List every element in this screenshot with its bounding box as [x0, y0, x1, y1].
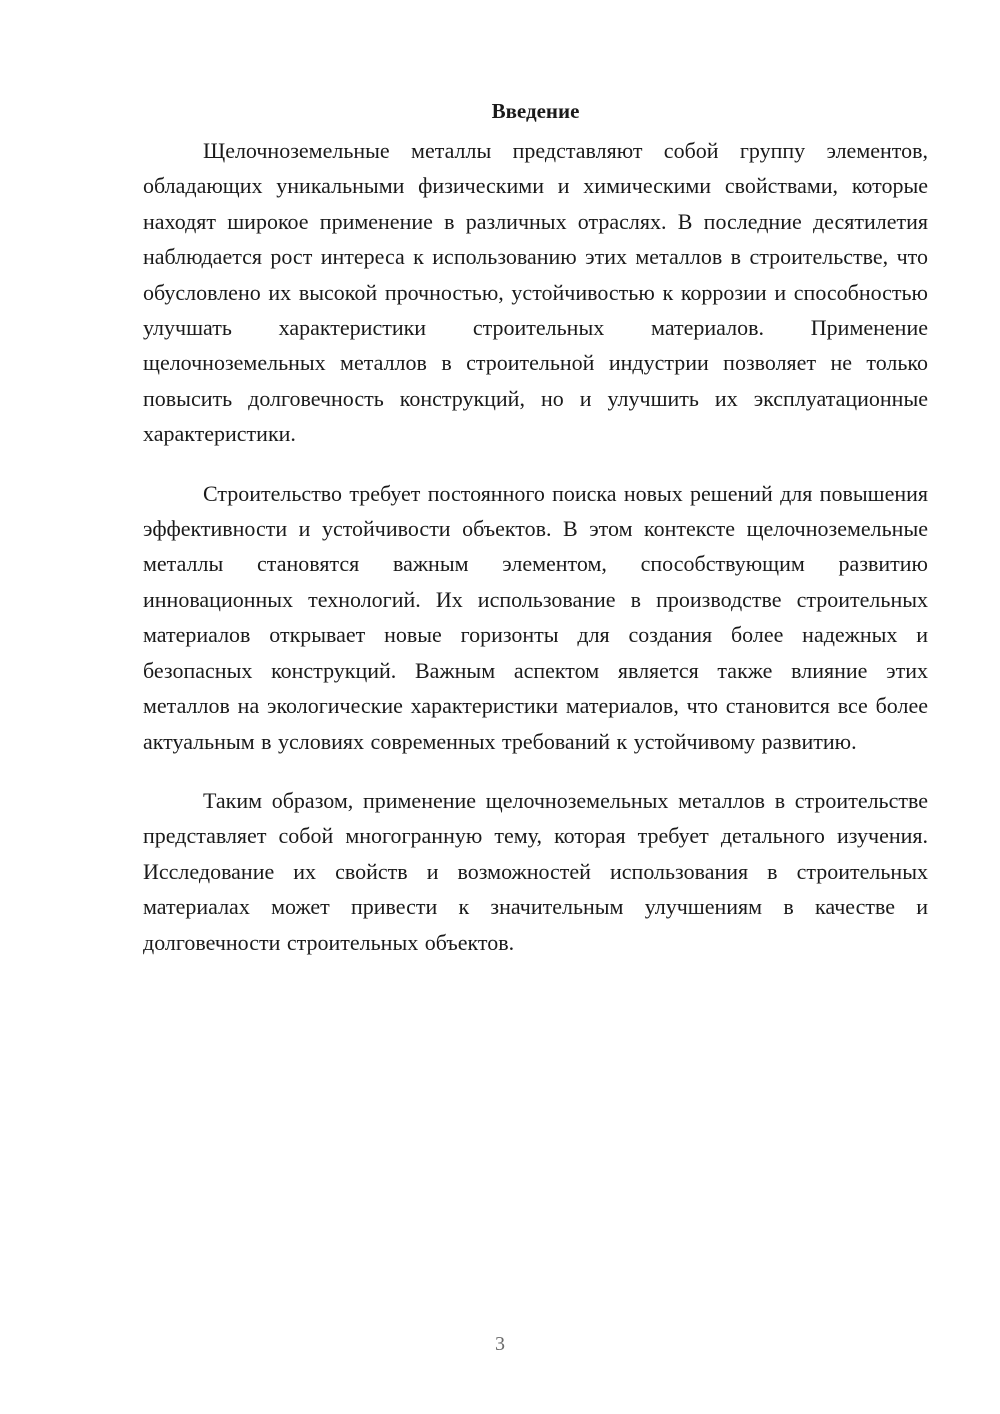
page-number: 3 [495, 1333, 505, 1355]
paragraph-1: Щелочноземельные металлы представляют собой группу элементов, обладающих уникальными физическими и химическими свойствами, которые находят широкое применение в различных отраслях. В последние десятилетия наблюдается рост интереса к использованию этих металлов в строительстве, что обусловлено их высокой прочностью, устойчивостью к коррозии и способностью улучшать характеристики строительных материалов. Применение щелочноземельных металлов в строительной индустрии позволяет не только повысить долговечность конструкций, но и улучшить их эксплуатационные характеристики. [143, 138, 928, 447]
paragraph-3: Таким образом, применение щелочноземельных металлов в строительстве представляет собой многогранную тему, которая требует детального изучения. Исследование их свойств и возможностей использования в строительных материалах может привести к значительным улучшениям в качестве и долговечности строительных объектов. [143, 787, 928, 955]
section-title: Введение [491, 99, 580, 123]
document-body [143, 97, 928, 984]
paragraph-2: Строительство требует постоянного поиска новых решений для повышения эффективности и устойчивости объектов. В этом контексте щелочноземельные металлы становятся важным элементом, способствующим развитию инновационных технологий. Их использование в производстве строительных материалов открывает новые горизонты для создания более надежных и безопасных конструкций. Важным аспектом является также влияние этих металлов на экологические характеристики материалов, что становится все более актуальным в условиях современных требований к устойчивому развитию. [143, 480, 928, 754]
